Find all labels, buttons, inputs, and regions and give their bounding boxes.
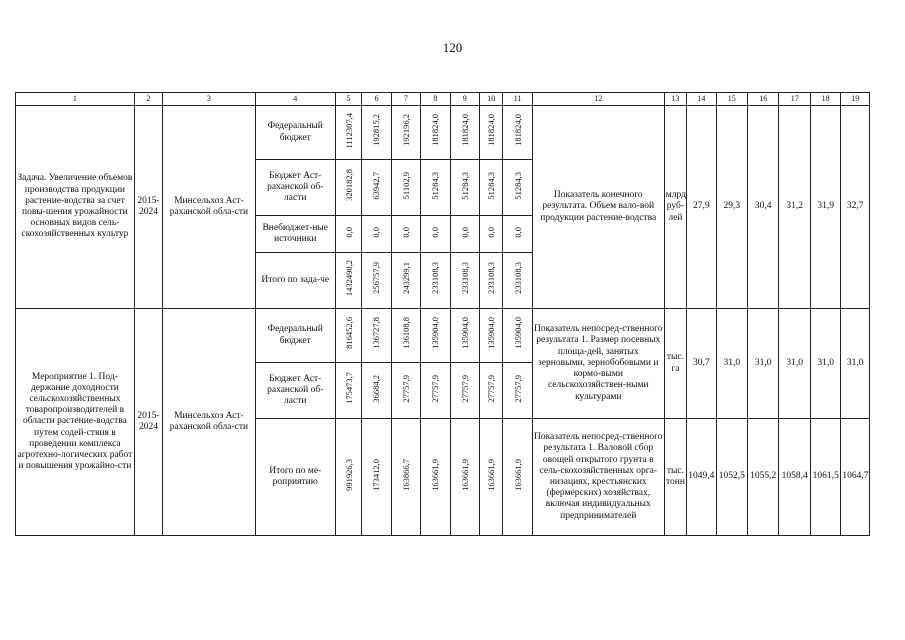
amount-cell: 1432490,2 <box>335 253 361 309</box>
amount-cell: 27757,9 <box>450 363 479 419</box>
unit-cell: тыс. га <box>664 309 686 419</box>
col-header: 4 <box>255 93 335 106</box>
amount-cell: 136727,8 <box>362 309 391 363</box>
task-cell: Мероприятие 1. Под-держание доходности сельскохозяйственных товаропроизводителей в области растение-водства путем содей-ствия в проведении комплекса агротехно-логических работ и повышения урожайно-сти <box>16 309 135 536</box>
amount-cell: 233108,3 <box>450 253 479 309</box>
source-cell: Внебюджет-ные источники <box>255 216 335 253</box>
amount-cell: 0,0 <box>503 216 532 253</box>
amount-cell: 816452,6 <box>335 309 361 363</box>
amount-cell: 27757,9 <box>503 363 532 419</box>
amount-cell: 173412,0 <box>362 419 391 536</box>
col-header: 19 <box>841 93 870 106</box>
program-table <box>15 92 870 536</box>
indicator-value-cell: 1064,7 <box>841 419 870 536</box>
amount-cell: 181824,0 <box>421 106 450 160</box>
indicator-value-cell: 1061,5 <box>810 419 840 536</box>
amount-cell: 181824,0 <box>450 106 479 160</box>
col-header: 8 <box>421 93 450 106</box>
amount-cell: 175473,7 <box>335 363 361 419</box>
amount-cell: 163661,9 <box>503 419 532 536</box>
amount-cell: 51284,3 <box>503 160 532 216</box>
indicator-cell: Показатель непосред-ственного результата 1. Размер посевных площа-дей, занятых зерновыми, зернобобовыми и кормо-выми сельскохозяйствен-ными культурами <box>532 309 664 419</box>
amount-cell: 135904,0 <box>450 309 479 363</box>
col-header: 10 <box>479 93 502 106</box>
amount-cell: 181824,0 <box>503 106 532 160</box>
table-row <box>16 106 870 160</box>
amount-cell: 991926,3 <box>335 419 361 536</box>
amount-cell: 192196,2 <box>391 106 420 160</box>
amount-cell: 0,0 <box>362 216 391 253</box>
amount-cell: 36684,2 <box>362 363 391 419</box>
source-cell: Бюджет Аст-раханской об-ласти <box>255 160 335 216</box>
indicator-value-cell: 1052,5 <box>716 419 747 536</box>
source-cell: Итого по зада-че <box>255 253 335 309</box>
indicator-cell: Показатель конечного результата. Объем вало-вой продукции растение-водства <box>532 106 664 309</box>
indicator-value-cell: 1058,4 <box>779 419 810 536</box>
amount-cell: 163661,9 <box>479 419 502 536</box>
amount-cell: 136108,8 <box>391 309 420 363</box>
amount-cell: 0,0 <box>479 216 502 253</box>
amount-cell: 0,0 <box>391 216 420 253</box>
amount-cell: 0,0 <box>450 216 479 253</box>
amount-cell: 181824,0 <box>479 106 502 160</box>
period-cell: 2015-2024 <box>134 309 162 536</box>
col-header: 12 <box>532 93 664 106</box>
col-header: 5 <box>335 93 361 106</box>
page-number: 120 <box>442 40 463 55</box>
source-cell: Федеральный бюджет <box>255 106 335 160</box>
task-cell: Задача. Увеличение объемов производства продукции растение-водства за счет повы-шения урожайности основных видов сель-скохозяйственных культур <box>16 106 135 309</box>
amount-cell: 320182,8 <box>335 160 361 216</box>
source-cell: Бюджет Аст-раханской об-ласти <box>255 363 335 419</box>
indicator-value-cell: 31,0 <box>779 309 810 419</box>
indicator-value-cell: 30,7 <box>687 309 716 419</box>
col-header: 7 <box>391 93 420 106</box>
header-row <box>16 93 870 106</box>
amount-cell: 0,0 <box>421 216 450 253</box>
amount-cell: 51284,3 <box>450 160 479 216</box>
amount-cell: 243299,1 <box>391 253 420 309</box>
indicator-value-cell: 30,4 <box>748 106 779 309</box>
amount-cell: 27757,9 <box>391 363 420 419</box>
source-cell: Итого по ме-роприятию <box>255 419 335 536</box>
amount-cell: 233108,3 <box>503 253 532 309</box>
indicator-value-cell: 1049,4 <box>687 419 716 536</box>
amount-cell: 233108,3 <box>479 253 502 309</box>
amount-cell: 51284,3 <box>479 160 502 216</box>
col-header: 18 <box>810 93 840 106</box>
indicator-value-cell: 1055,2 <box>748 419 779 536</box>
unit-cell: тыс. тонн <box>664 419 686 536</box>
col-header: 2 <box>134 93 162 106</box>
indicator-value-cell: 29,3 <box>716 106 747 309</box>
amount-cell: 51284,3 <box>421 160 450 216</box>
amount-cell: 1112307,4 <box>335 106 361 160</box>
indicator-value-cell: 31,0 <box>716 309 747 419</box>
amount-cell: 233108,3 <box>421 253 450 309</box>
indicator-value-cell: 31,2 <box>779 106 810 309</box>
indicator-cell: Показатель непосред-ственного результата 1. Валовой сбор овощей открытого грунта в сель-скохозяйственных орга-низациях, крестьянских (фермерских) хозяйствах, включая индивидуальных предпринимателей <box>532 419 664 536</box>
table-row <box>16 309 870 363</box>
amount-cell: 135904,0 <box>421 309 450 363</box>
period-cell: 2015-2024 <box>134 106 162 309</box>
col-header: 1 <box>16 93 135 106</box>
amount-cell: 256757,9 <box>362 253 391 309</box>
col-header: 3 <box>163 93 255 106</box>
col-header: 14 <box>687 93 716 106</box>
col-header: 17 <box>779 93 810 106</box>
indicator-value-cell: 32,7 <box>841 106 870 309</box>
amount-cell: 163866,7 <box>391 419 420 536</box>
amount-cell: 0,0 <box>335 216 361 253</box>
indicator-value-cell: 31,0 <box>810 309 840 419</box>
amount-cell: 163661,9 <box>421 419 450 536</box>
amount-cell: 135904,0 <box>479 309 502 363</box>
indicator-value-cell: 31,0 <box>841 309 870 419</box>
col-header: 15 <box>716 93 747 106</box>
col-header: 16 <box>748 93 779 106</box>
col-header: 9 <box>450 93 479 106</box>
indicator-value-cell: 31,9 <box>810 106 840 309</box>
unit-cell: млрд руб-лей <box>664 106 686 309</box>
col-header: 13 <box>664 93 686 106</box>
executor-cell: Минсельхоз Аст-раханской обла-сти <box>163 309 255 536</box>
indicator-value-cell: 27,9 <box>687 106 716 309</box>
amount-cell: 135904,0 <box>503 309 532 363</box>
amount-cell: 27757,9 <box>421 363 450 419</box>
amount-cell: 51102,9 <box>391 160 420 216</box>
amount-cell: 192815,2 <box>362 106 391 160</box>
col-header: 6 <box>362 93 391 106</box>
amount-cell: 63942,7 <box>362 160 391 216</box>
amount-cell: 27757,9 <box>479 363 502 419</box>
executor-cell: Минсельхоз Аст-раханской обла-сти <box>163 106 255 309</box>
amount-cell: 163661,9 <box>450 419 479 536</box>
indicator-value-cell: 31,0 <box>748 309 779 419</box>
source-cell: Федеральный бюджет <box>255 309 335 363</box>
col-header: 11 <box>503 93 532 106</box>
